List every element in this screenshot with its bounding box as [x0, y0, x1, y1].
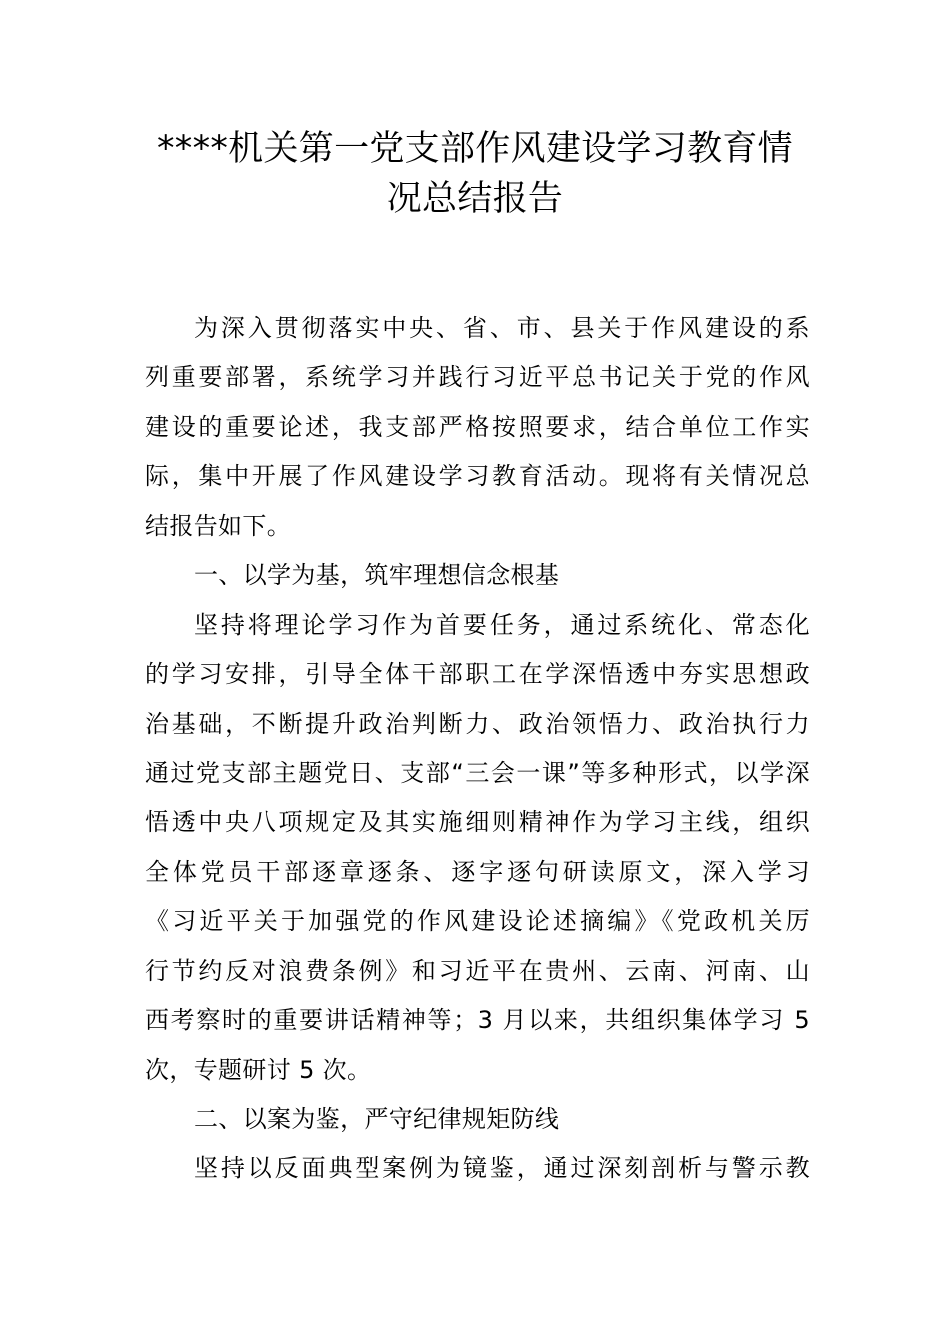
- body-line: 建设的重要论述，我支部严格按照要求，结合单位工作实: [145, 412, 810, 441]
- body-line: 全体党员干部逐章逐条、逐字逐句研读原文，深入学习: [145, 857, 810, 886]
- body-line: 行节约反对浪费条例》和习近平在贵州、云南、河南、山: [145, 956, 810, 985]
- body-line: 结报告如下。: [145, 511, 292, 540]
- body-line: 坚持以反面典型案例为镜鉴，通过深刻剖析与警示教: [194, 1154, 810, 1183]
- title-line-1: ****机关第一党支部作风建设学习教育情: [156, 129, 793, 169]
- body-line: 《习近平关于加强党的作风建设论述摘编》《党政机关厉: [145, 907, 810, 936]
- section-heading-2: 二、以案为鉴，严守纪律规矩防线: [194, 1105, 560, 1133]
- body-line: 悟透中央八项规定及其实施细则精神作为学习主线，组织: [145, 808, 810, 837]
- body-line: 西考察时的重要讲话精神等；3 月以来，共组织集体学习 5: [145, 1006, 810, 1035]
- body-line: 通过党支部主题党日、支部“三会一课”等多种形式，以学深: [145, 758, 810, 787]
- body-line: 的学习安排，引导全体干部职工在学深悟透中夯实思想政: [145, 660, 810, 689]
- body-line: 治基础，不断提升政治判断力、政治领悟力、政治执行力: [145, 709, 810, 738]
- body-line: 列重要部署，系统学习并践行习近平总书记关于党的作风: [145, 363, 810, 392]
- document-body: [145, 304, 810, 1194]
- document-title: [130, 124, 820, 224]
- body-line: 次，专题研讨 5 次。: [145, 1055, 372, 1084]
- title-line-2: 况总结报告: [386, 179, 564, 219]
- body-line: 际，集中开展了作风建设学习教育活动。现将有关情况总: [145, 462, 810, 491]
- body-line: 坚持将理论学习作为首要任务，通过系统化、常态化: [194, 610, 810, 639]
- section-heading-1: 一、以学为基，筑牢理想信念根基: [194, 561, 560, 590]
- body-line: 为深入贯彻落实中央、省、市、县关于作风建设的系: [194, 314, 810, 342]
